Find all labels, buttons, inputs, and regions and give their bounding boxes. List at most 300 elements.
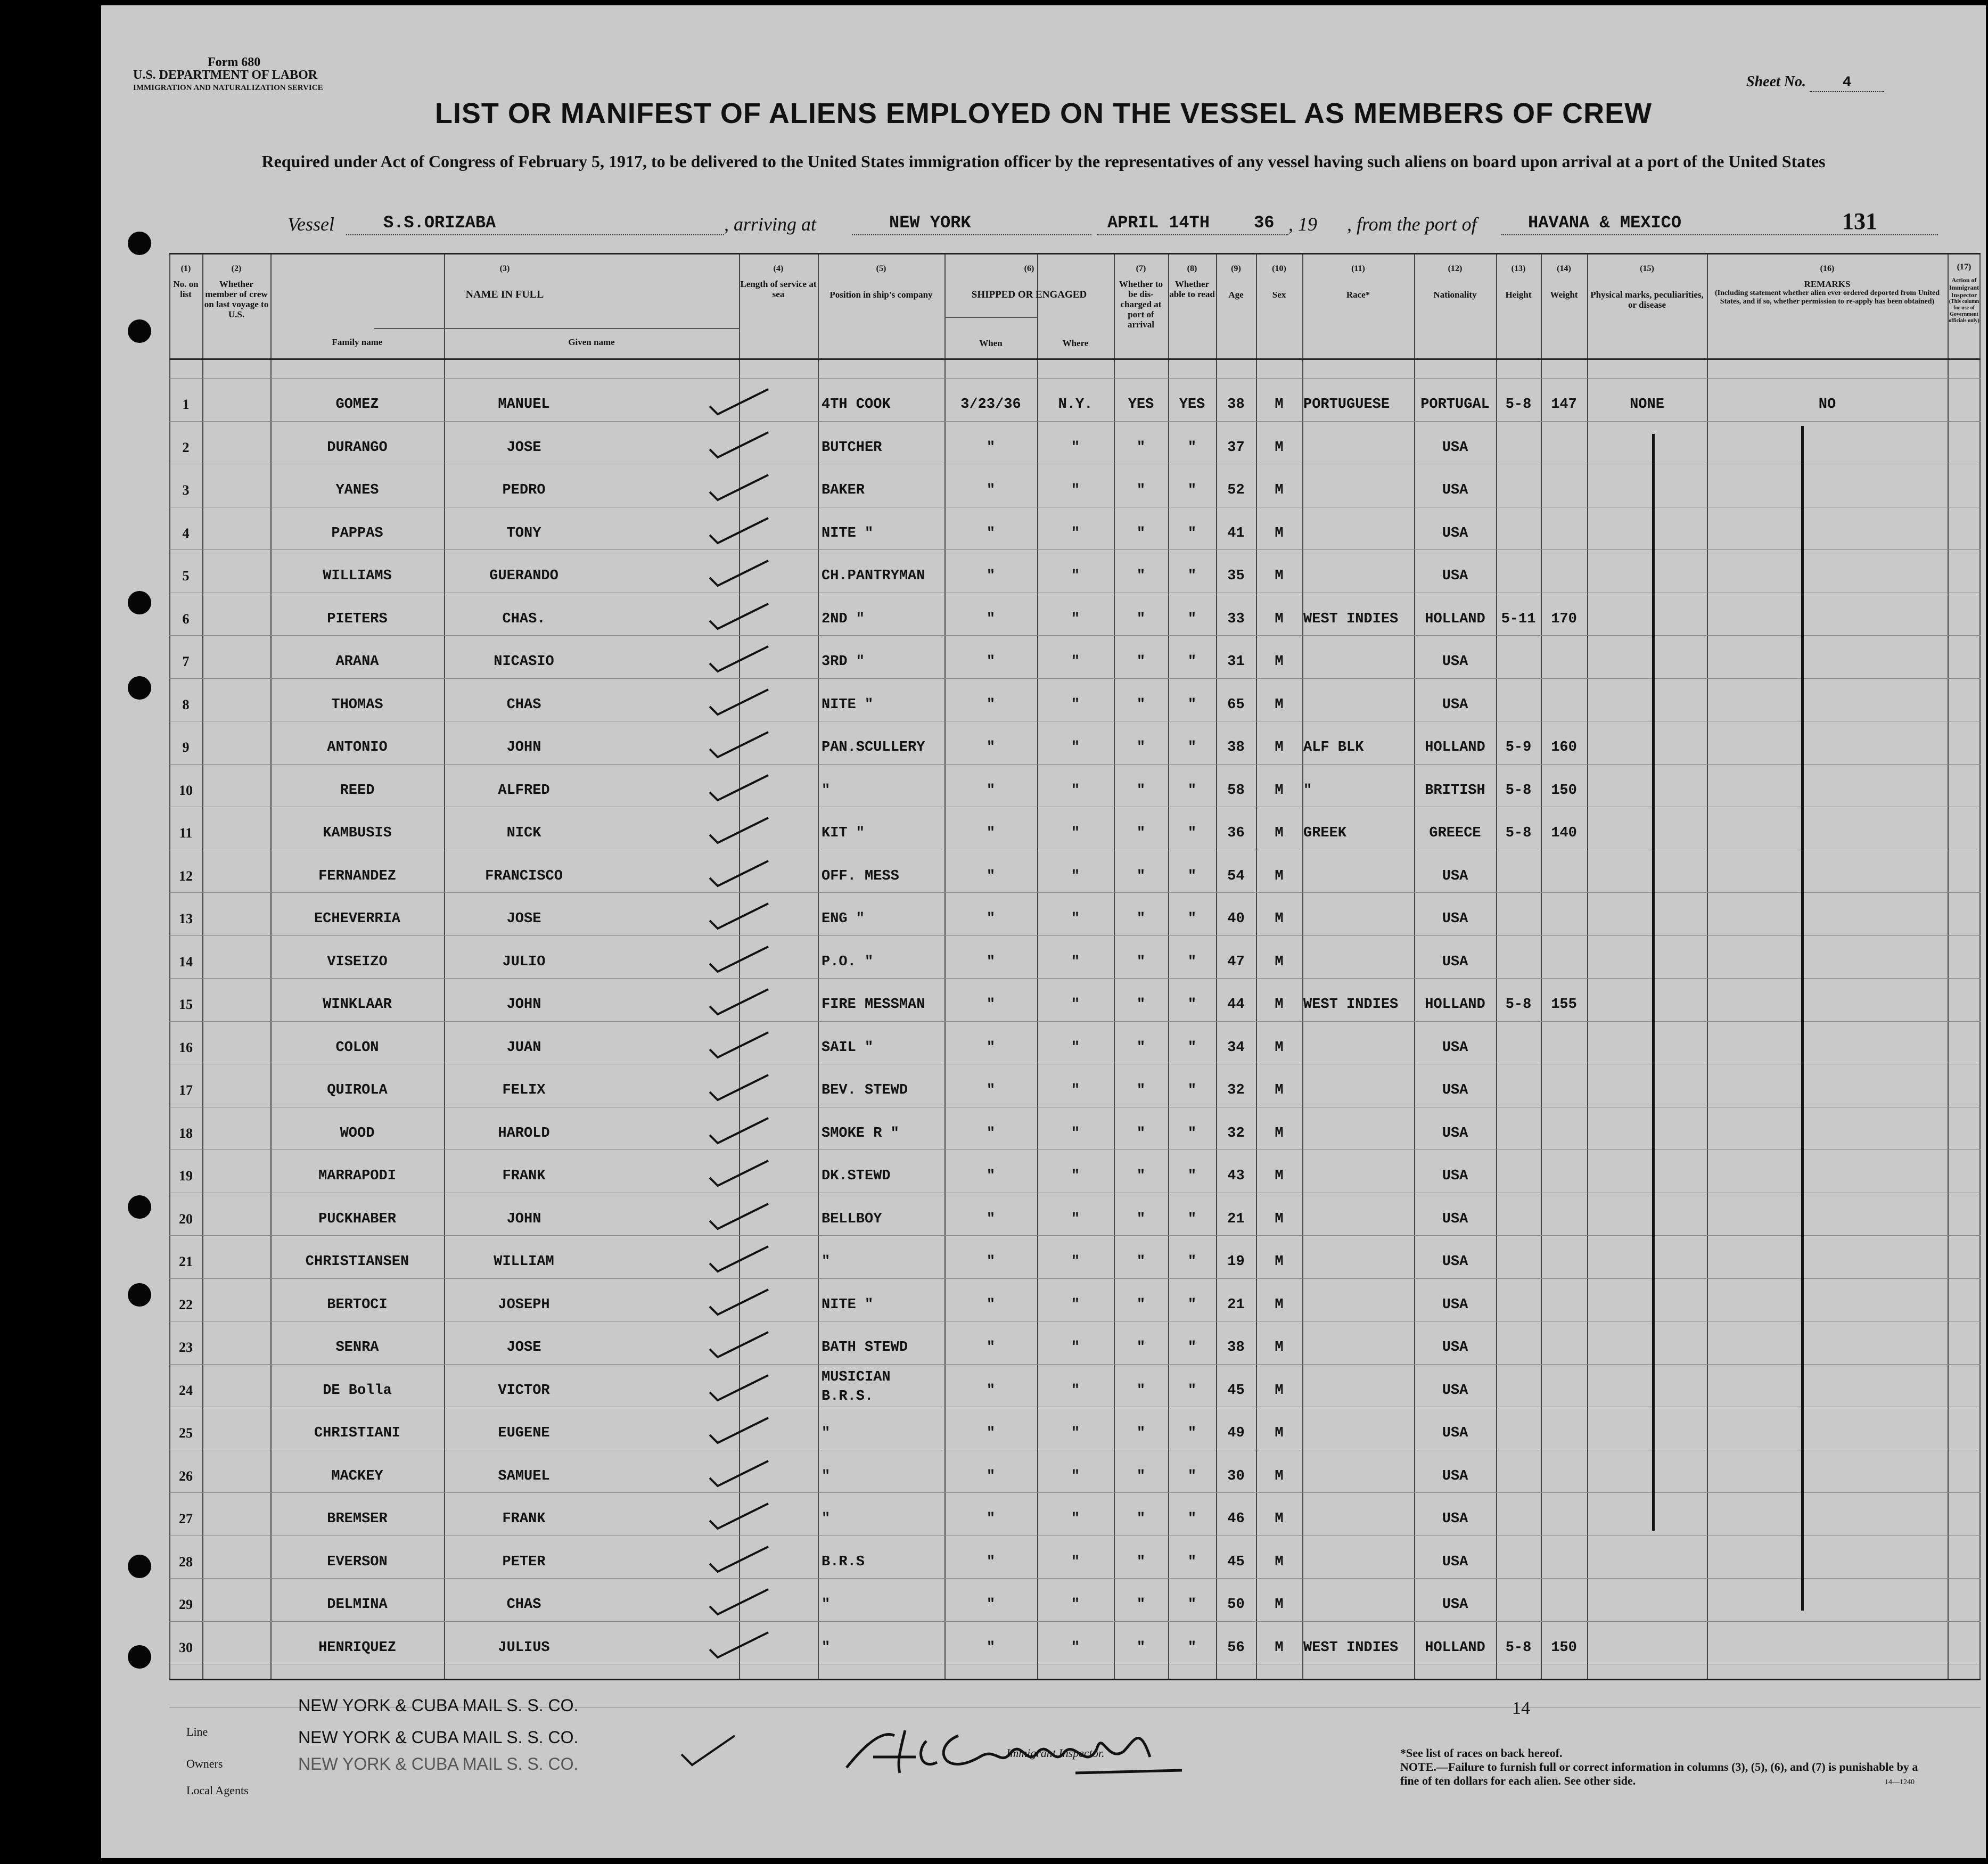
cell-nationality: USA	[1442, 1125, 1468, 1142]
cell-family: MARRAPODI	[318, 1168, 396, 1184]
cell-where: "	[1071, 439, 1080, 456]
cell-given: JOHN	[506, 997, 541, 1013]
cell-discharged: "	[1136, 954, 1146, 970]
cell-discharged: "	[1136, 1425, 1146, 1441]
cell-position: "	[822, 1511, 831, 1527]
cell-where: "	[1071, 1554, 1080, 1570]
cell-where: "	[1071, 611, 1080, 627]
cell-given: JOHN	[506, 740, 541, 756]
cell-where: N.Y.	[1058, 397, 1093, 413]
cell-age: 37	[1227, 439, 1245, 456]
arrival-date: APRIL 14TH	[1107, 213, 1210, 233]
cell-age: 21	[1227, 1211, 1245, 1227]
cell-weight: 170	[1551, 611, 1577, 627]
cell-race: PORTUGUESE	[1303, 397, 1390, 413]
cell-given: VICTOR	[498, 1382, 550, 1399]
check-mark	[704, 514, 774, 546]
cell-no: 21	[179, 1254, 193, 1269]
cell-family: THOMAS	[331, 696, 383, 713]
cell-read: "	[1187, 954, 1197, 970]
cell-family: CHRISTIANSEN	[305, 1254, 409, 1270]
cell-discharged: "	[1136, 696, 1146, 713]
cell-race: GREEK	[1303, 825, 1347, 841]
cell-given: CHAS.	[502, 611, 546, 627]
cell-no: 10	[179, 782, 193, 798]
cell-height: 5-9	[1505, 740, 1532, 756]
cell-discharged: "	[1136, 1639, 1146, 1656]
cell-no: 18	[179, 1125, 193, 1141]
cell-when: "	[986, 740, 996, 756]
cell-read: "	[1187, 482, 1197, 498]
cell-age: 58	[1227, 782, 1245, 799]
cell-nationality: HOLLAND	[1425, 740, 1485, 756]
col-header-name: (3) NAME IN FULL	[465, 264, 544, 300]
cell-race: WEST INDIES	[1303, 997, 1399, 1013]
check-mark	[704, 942, 774, 974]
cell-position: SAIL "	[822, 1039, 874, 1056]
check-mark	[704, 814, 774, 845]
cell-no: 20	[179, 1211, 193, 1227]
cell-family: WOOD	[340, 1125, 375, 1142]
cell-position: BELLBOY	[822, 1211, 882, 1227]
sheet-number-value: 4	[1810, 75, 1884, 92]
cell-read: "	[1187, 1039, 1197, 1056]
agents-company: NEW YORK & CUBA MAIL S. S. CO.	[298, 1754, 579, 1773]
cell-family: DELMINA	[327, 1597, 388, 1613]
subheader-family-name: Family name	[332, 337, 383, 347]
check-mark	[704, 1156, 774, 1188]
cell-family: WINKLAAR	[323, 997, 392, 1013]
cell-no: 23	[179, 1340, 193, 1355]
col-header-sex: (10) Sex	[1272, 264, 1286, 300]
cell-discharged: "	[1136, 740, 1146, 756]
cell-age: 46	[1227, 1511, 1245, 1527]
cell-read: "	[1187, 1296, 1197, 1313]
cell-where: "	[1071, 1296, 1080, 1313]
cell-read: "	[1187, 1340, 1197, 1356]
cell-when: "	[986, 1511, 996, 1527]
cell-sex: M	[1275, 482, 1284, 498]
cell-when: "	[986, 696, 996, 713]
cell-family: YANES	[335, 482, 379, 498]
cell-discharged: "	[1136, 868, 1146, 884]
cell-discharged: "	[1136, 1382, 1146, 1399]
check-mark	[704, 857, 774, 889]
cell-where: "	[1071, 740, 1080, 756]
cell-nationality: USA	[1442, 1340, 1468, 1356]
check-mark	[704, 428, 774, 460]
cell-discharged: "	[1136, 997, 1146, 1013]
line-label: Line	[186, 1725, 208, 1738]
cell-nationality: HOLLAND	[1425, 1639, 1485, 1656]
manifest-number: 131	[1842, 208, 1877, 234]
cell-discharged: "	[1136, 1511, 1146, 1527]
col-header-no: (1) No. on list	[173, 264, 199, 299]
cell-family: VISEIZO	[327, 954, 388, 970]
cell-sex: M	[1275, 1211, 1284, 1227]
cell-no: 9	[182, 740, 190, 755]
check-mark	[704, 1499, 774, 1531]
cell-given: SAMUEL	[498, 1468, 550, 1484]
cell-position: "	[822, 782, 831, 799]
cell-no: 11	[179, 825, 193, 841]
cell-sex: M	[1275, 1125, 1284, 1142]
col-header-physical-marks: (15) Physical marks, peculiarities, or disease	[1590, 264, 1704, 310]
col-header-action: (17) Action of Immigrant Inspector (This column for use of Government officials only)	[1949, 264, 1979, 324]
footer-check-mark	[676, 1730, 740, 1773]
cell-where: "	[1071, 1082, 1080, 1098]
cell-given: FELIX	[502, 1082, 546, 1098]
cell-given: JOSE	[506, 911, 541, 927]
cell-where: "	[1071, 1254, 1080, 1270]
cell-position: CH.PANTRYMAN	[822, 568, 925, 584]
cell-read: "	[1187, 1554, 1197, 1570]
check-mark	[704, 1542, 774, 1574]
cell-discharged: "	[1136, 1340, 1146, 1356]
cell-age: 19	[1227, 1254, 1245, 1270]
cell-age: 34	[1227, 1039, 1245, 1056]
cell-nationality: PORTUGAL	[1420, 397, 1490, 413]
cell-when: "	[986, 868, 996, 884]
cell-where: "	[1071, 1468, 1080, 1484]
cell-position: PAN.SCULLERY	[822, 740, 925, 756]
cell-nationality: USA	[1442, 954, 1468, 970]
cell-given: FRANK	[502, 1511, 546, 1527]
cell-no: 17	[179, 1082, 193, 1098]
cell-sex: M	[1275, 997, 1284, 1013]
cell-no: 15	[179, 997, 193, 1012]
check-mark	[704, 471, 774, 503]
cell-race: "	[1303, 782, 1312, 799]
cell-where: "	[1071, 525, 1080, 541]
cell-family: FERNANDEZ	[318, 868, 396, 884]
manifest-sheet	[101, 5, 1986, 1858]
from-port: HAVANA & MEXICO	[1528, 213, 1682, 233]
cell-family: ECHEVERRIA	[314, 911, 401, 927]
cell-given: JOSE	[506, 1340, 541, 1356]
cell-position: BAKER	[822, 482, 865, 498]
cell-nationality: USA	[1442, 1296, 1468, 1313]
cell-nationality: USA	[1442, 1039, 1468, 1056]
arriving-label: , arriving at	[724, 214, 817, 235]
cell-nationality: USA	[1442, 696, 1468, 713]
cell-no: 7	[182, 654, 190, 669]
cell-family: MACKEY	[331, 1468, 383, 1484]
cell-position: OFF. MESS	[822, 868, 899, 884]
cell-no: 6	[182, 611, 190, 627]
cell-no: 26	[179, 1468, 193, 1484]
cell-family: PIETERS	[327, 611, 388, 627]
cell-discharged: "	[1136, 482, 1146, 498]
cell-age: 65	[1227, 696, 1245, 713]
cell-when: "	[986, 611, 996, 627]
check-mark	[704, 1242, 774, 1274]
cell-position: P.O. "	[822, 954, 874, 970]
cell-given: HAROLD	[498, 1125, 550, 1142]
subheader-where: Where	[1062, 338, 1089, 348]
owners-company: NEW YORK & CUBA MAIL S. S. CO.	[298, 1728, 579, 1747]
cell-sex: M	[1275, 1340, 1284, 1356]
cell-weight: 150	[1551, 1639, 1577, 1656]
cell-read: "	[1187, 1168, 1197, 1184]
cell-age: 38	[1227, 397, 1245, 413]
cell-where: "	[1071, 568, 1080, 584]
cell-nationality: BRITISH	[1425, 782, 1485, 799]
cell-height: 5-8	[1505, 397, 1532, 413]
cell-sex: M	[1275, 1254, 1284, 1270]
cell-read: "	[1187, 1254, 1197, 1270]
cell-discharged: "	[1136, 568, 1146, 584]
cell-family: ANTONIO	[327, 740, 388, 756]
cell-position: FIRE MESSMAN	[822, 997, 925, 1013]
cell-age: 47	[1227, 954, 1245, 970]
cell-when: "	[986, 525, 996, 541]
cell-read: "	[1187, 568, 1197, 584]
cell-where: "	[1071, 1340, 1080, 1356]
cell-where: "	[1071, 1597, 1080, 1613]
check-mark	[704, 899, 774, 931]
cell-height: 5-8	[1505, 997, 1532, 1013]
cell-nationality: USA	[1442, 1082, 1468, 1098]
cell-nationality: USA	[1442, 868, 1468, 884]
cell-when: "	[986, 1639, 996, 1656]
cell-age: 52	[1227, 482, 1245, 498]
cell-when: "	[986, 1554, 996, 1570]
cell-no: 22	[179, 1296, 193, 1312]
cell-age: 45	[1227, 1554, 1245, 1570]
race-note: *See list of races on back hereof.	[1400, 1746, 1563, 1760]
check-mark	[704, 985, 774, 1017]
sheet-number-label: Sheet No.	[1746, 73, 1806, 90]
agents-label: Local Agents	[186, 1784, 249, 1797]
cell-position: "	[822, 1425, 831, 1441]
cell-position: BUTCHER	[822, 439, 882, 456]
cell-family: QUIROLA	[327, 1082, 388, 1098]
cell-nationality: USA	[1442, 654, 1468, 670]
cell-family: COLON	[335, 1039, 379, 1056]
cell-when: "	[986, 1082, 996, 1098]
cell-nationality: USA	[1442, 482, 1468, 498]
cell-family: PUCKHABER	[318, 1211, 396, 1227]
cell-family: KAMBUSIS	[323, 825, 392, 841]
cell-where: "	[1071, 911, 1080, 927]
cell-weight: 155	[1551, 997, 1577, 1013]
cell-age: 31	[1227, 654, 1245, 670]
cell-nationality: HOLLAND	[1425, 611, 1485, 627]
cell-read: "	[1187, 439, 1197, 456]
page-title: LIST OR MANIFEST OF ALIENS EMPLOYED ON THE VESSEL AS MEMBERS OF CREW	[434, 97, 1653, 129]
year-prefix: , 19	[1288, 214, 1317, 235]
cell-given: CHAS	[506, 1597, 541, 1613]
col-header-position: (5) Position in ship's company	[829, 264, 933, 300]
cell-where: "	[1071, 1382, 1080, 1399]
cell-discharged: "	[1136, 1125, 1146, 1142]
cell-read: "	[1187, 1125, 1197, 1142]
cell-read: "	[1187, 997, 1197, 1013]
col-header-weight: (14) Weight	[1550, 264, 1578, 300]
cell-when: "	[986, 1254, 996, 1270]
cell-nationality: USA	[1442, 1254, 1468, 1270]
cell-height: 5-8	[1505, 825, 1532, 841]
cell-discharged: "	[1136, 654, 1146, 670]
cell-position: MUSICIAN B.R.S.	[822, 1369, 891, 1405]
cell-sex: M	[1275, 1382, 1284, 1399]
cell-no: 13	[179, 911, 193, 926]
col-header-read: (8) Whether able to read	[1169, 264, 1215, 299]
vessel-label: Vessel	[287, 214, 334, 235]
cell-where: "	[1071, 825, 1080, 841]
subheader-given-name: Given name	[568, 337, 615, 347]
cell-where: "	[1071, 1211, 1080, 1227]
check-mark	[704, 1628, 774, 1660]
cell-discharged: "	[1136, 1597, 1146, 1613]
cell-discharged: YES	[1128, 397, 1154, 413]
cell-where: "	[1071, 868, 1080, 884]
cell-given: FRANK	[502, 1168, 546, 1184]
cell-given: NICK	[506, 825, 541, 841]
cell-position: 3RD "	[822, 654, 865, 670]
cell-where: "	[1071, 482, 1080, 498]
cell-when: "	[986, 782, 996, 799]
cell-age: 50	[1227, 1597, 1245, 1613]
footer-notes	[1400, 1746, 1933, 1788]
cell-nationality: USA	[1442, 1382, 1468, 1399]
cell-sex: M	[1275, 611, 1284, 627]
cell-no: 3	[182, 482, 190, 498]
cell-given: JULIO	[502, 954, 546, 970]
cell-sex: M	[1275, 1082, 1284, 1098]
cell-when: "	[986, 1125, 996, 1142]
cell-when: "	[986, 911, 996, 927]
cell-age: 43	[1227, 1168, 1245, 1184]
cell-given: JULIUS	[498, 1639, 550, 1656]
col-header-last-voyage: (2) Whether member of crew on last voyage to U.S.	[204, 264, 269, 319]
cell-discharged: "	[1136, 1082, 1146, 1098]
cell-sex: M	[1275, 1468, 1284, 1484]
check-mark	[704, 1585, 774, 1617]
cell-no: 28	[179, 1554, 193, 1570]
cell-position: NITE "	[822, 1296, 874, 1313]
form-code: 14—1240	[1885, 1778, 1915, 1786]
cell-given: FRANCISCO	[485, 868, 563, 884]
cell-read: "	[1187, 825, 1197, 841]
col-header-race: (11) Race*	[1346, 264, 1370, 300]
cell-remarks: NO	[1818, 397, 1836, 413]
cell-when: "	[986, 954, 996, 970]
cell-sex: M	[1275, 1296, 1284, 1313]
cell-no: 19	[179, 1168, 193, 1184]
cell-sex: M	[1275, 911, 1284, 927]
cell-position: SMOKE R "	[822, 1125, 899, 1142]
cell-no: 16	[179, 1039, 193, 1055]
ditto-line-remarks	[1801, 426, 1804, 1611]
cell-weight: 147	[1551, 397, 1577, 413]
cell-sex: M	[1275, 1425, 1284, 1441]
cell-nationality: USA	[1442, 1468, 1468, 1484]
cell-nationality: USA	[1442, 1554, 1468, 1570]
cell-discharged: "	[1136, 1168, 1146, 1184]
cell-read: "	[1187, 525, 1197, 541]
sheet-number	[1746, 73, 1884, 92]
cell-sex: M	[1275, 696, 1284, 713]
cell-family: REED	[340, 782, 375, 799]
cell-nationality: GREECE	[1429, 825, 1481, 841]
cell-given: GUERANDO	[489, 568, 558, 584]
cell-given: JOSE	[506, 439, 541, 456]
cell-given: TONY	[506, 525, 541, 541]
cell-where: "	[1071, 696, 1080, 713]
cell-read: "	[1187, 1211, 1197, 1227]
cell-sex: M	[1275, 782, 1284, 799]
cell-age: 45	[1227, 1382, 1245, 1399]
inspector-label: Immigrant Inspector.	[1006, 1746, 1105, 1760]
cell-read: "	[1187, 1425, 1197, 1441]
cell-read: "	[1187, 654, 1197, 670]
cell-given: JOSEPH	[498, 1296, 550, 1313]
cell-family: CHRISTIANI	[314, 1425, 401, 1441]
page-mark: 14	[1512, 1698, 1530, 1718]
cell-nationality: USA	[1442, 1511, 1468, 1527]
cell-position: NITE "	[822, 696, 874, 713]
cell-no: 12	[179, 868, 193, 884]
cell-where: "	[1071, 997, 1080, 1013]
cell-height: 5-8	[1505, 782, 1532, 799]
cell-weight: 140	[1551, 825, 1577, 841]
cell-no: 27	[179, 1511, 193, 1526]
cell-no: 1	[182, 397, 190, 412]
cell-read: "	[1187, 1082, 1197, 1098]
cell-position: NITE "	[822, 525, 874, 541]
cell-given: CHAS	[506, 696, 541, 713]
check-mark	[704, 1414, 774, 1446]
cell-marks: NONE	[1630, 397, 1664, 413]
form-identifier	[133, 56, 323, 94]
check-mark	[704, 685, 774, 717]
crew-table	[169, 253, 1981, 1680]
check-mark	[704, 600, 774, 631]
ditto-line-marks	[1652, 434, 1655, 1531]
cell-family: HENRIQUEZ	[318, 1639, 396, 1656]
cell-age: 41	[1227, 525, 1245, 541]
owners-label: Owners	[186, 1757, 223, 1770]
cell-no: 29	[179, 1597, 193, 1612]
check-mark	[704, 1457, 774, 1489]
check-mark	[704, 642, 774, 674]
cell-nationality: USA	[1442, 525, 1468, 541]
cell-when: "	[986, 997, 996, 1013]
cell-position: BEV. STEWD	[822, 1082, 908, 1098]
cell-nationality: USA	[1442, 911, 1468, 927]
col-header-age: (9) Age	[1228, 264, 1244, 300]
check-mark	[704, 1371, 774, 1403]
cell-family: GOMEZ	[335, 397, 379, 413]
col-header-remarks: (16) REMARKS (Including statement whether alien ever ordered deported from United States, and if so, whether permission to re-apply has been obtained)	[1714, 264, 1940, 306]
cell-no: 2	[182, 439, 190, 455]
cell-discharged: "	[1136, 611, 1146, 627]
cell-when: "	[986, 1039, 996, 1056]
cell-when: "	[986, 568, 996, 584]
col-header-nationality: (12) Nationality	[1433, 264, 1477, 300]
cell-age: 49	[1227, 1425, 1245, 1441]
cell-when: "	[986, 1597, 996, 1613]
cell-position: 2ND "	[822, 611, 865, 627]
cell-given: ALFRED	[498, 782, 550, 799]
cell-where: "	[1071, 1039, 1080, 1056]
cell-family: BREMSER	[327, 1511, 388, 1527]
check-mark	[704, 1328, 774, 1360]
cell-where: "	[1071, 1168, 1080, 1184]
cell-read: "	[1187, 1511, 1197, 1527]
